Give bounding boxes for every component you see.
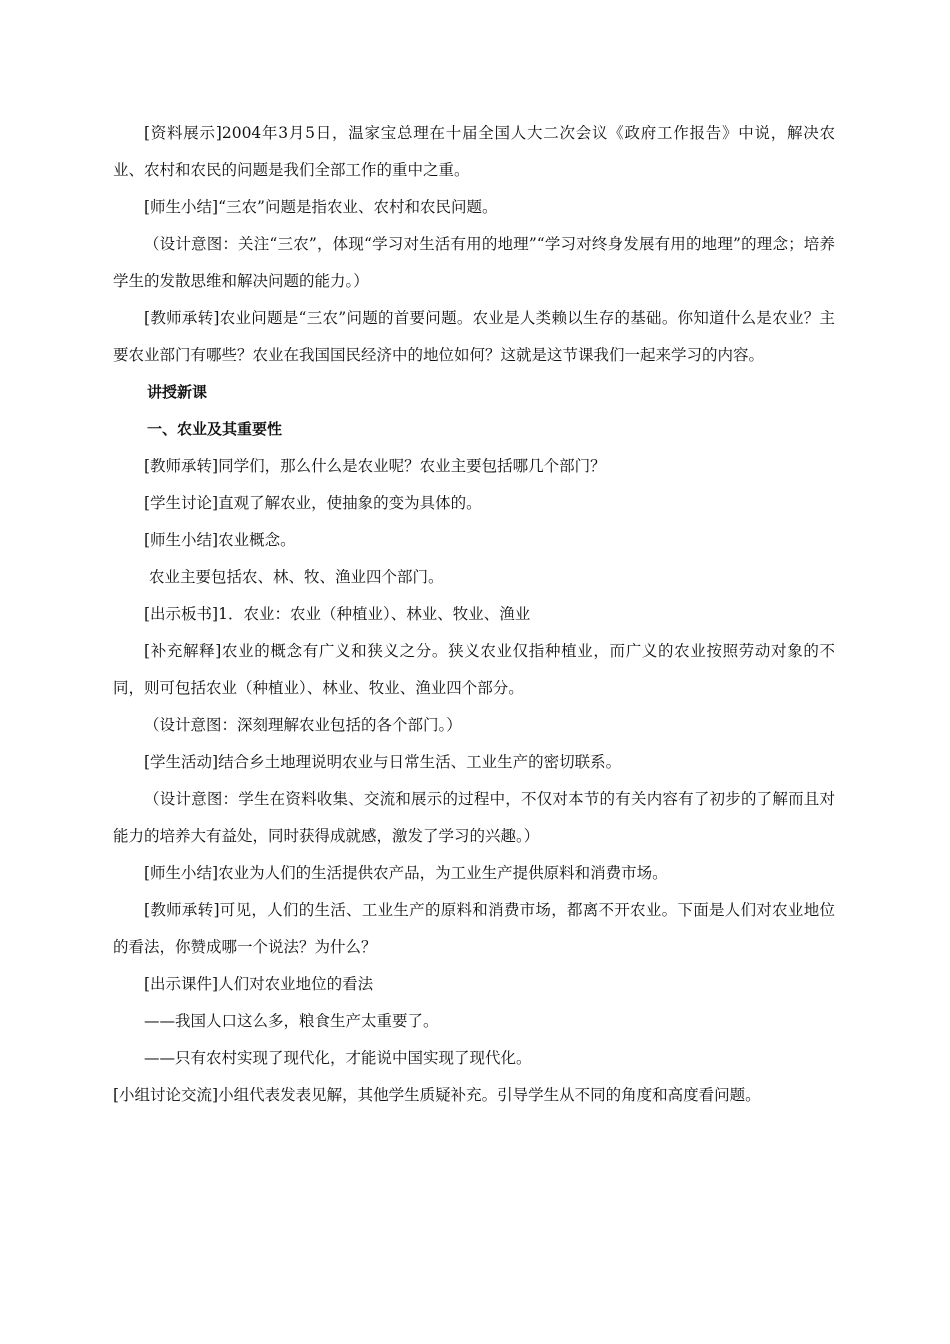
document-body: [113, 115, 835, 1114]
heading-section-1: 一、农业及其重要性: [147, 420, 283, 438]
paragraph-design-intent-3: （设计意图：学生在资料收集、交流和展示的过程中，不仅对本节的有关内容有了初步的了解而且对能力的培养大有益处，同时获得成就感，激发了学习的兴趣。）: [113, 790, 835, 845]
paragraph-design-intent-1: （设计意图：关注“三农”，体现“学习对生活有用的地理”“学习对终身发展有用的地理”的理念；培养学生的发散思维和解决问题的能力。）: [113, 235, 835, 290]
paragraph-teacher-transition-1: [教师承转]农业问题是“三农”问题的首要问题。农业是人类赖以生存的基础。你知道什么是农业？主要农业部门有哪些？农业在我国国民经济中的地位如何？这就是这节课我们一起来学习的内容。: [113, 309, 835, 364]
paragraph-student-activity: [学生活动]结合乡土地理说明农业与日常生活、工业生产的密切联系。: [144, 753, 622, 771]
paragraph-student-discussion: [学生讨论]直观了解农业，使抽象的变为具体的。: [144, 494, 482, 512]
paragraph-teacher-transition-3: [教师承转]可见，人们的生活、工业生产的原料和消费市场，都离不开农业。下面是人们对农业地位的看法，你赞成哪一个说法？为什么？: [113, 901, 835, 956]
heading-new-lesson: 讲授新课: [147, 383, 208, 401]
paragraph-board-writing: [出示板书]1．农业：农业（种植业）、林业、牧业、渔业: [144, 605, 531, 623]
paragraph-teacher-transition-2: [教师承转]同学们，那么什么是农业呢？农业主要包括哪几个部门？: [144, 457, 606, 475]
paragraph-summary-concept: [师生小结]农业概念。: [144, 531, 296, 549]
paragraph-supplementary-explanation: [补充解释]农业的概念有广义和狭义之分。狭义农业仅指种植业，而广义的农业按照劳动对象的不同，则可包括农业（种植业）、林业、牧业、渔业四个部分。: [113, 642, 835, 697]
paragraph-group-discussion: [小组讨论交流]小组代表发表见解，其他学生质疑补充。引导学生从不同的角度和高度看问题。: [113, 1086, 761, 1104]
paragraph-summary-three-rural: [师生小结]“三农”问题是指农业、农村和农民问题。: [144, 198, 498, 216]
paragraph-material-display: [资料展示]2004年3月5日，温家宝总理在十届全国人大二次会议《政府工作报告》中说，解决农业、农村和农民的问题是我们全部工作的重中之重。: [113, 124, 835, 179]
paragraph-summary-role: [师生小结]农业为人们的生活提供农产品，为工业生产提供原料和消费市场。: [144, 864, 668, 882]
paragraph-view-2: ——只有农村实现了现代化，才能说中国实现了现代化。: [144, 1049, 532, 1067]
paragraph-design-intent-2: （设计意图：深刻理解农业包括的各个部门。）: [144, 716, 462, 734]
paragraph-courseware: [出示课件]人们对农业地位的看法: [144, 975, 374, 993]
paragraph-view-1: ——我国人口这么多，粮食生产太重要了。: [144, 1012, 439, 1030]
paragraph-departments: 农业主要包括农、林、牧、渔业四个部门。: [149, 568, 444, 586]
